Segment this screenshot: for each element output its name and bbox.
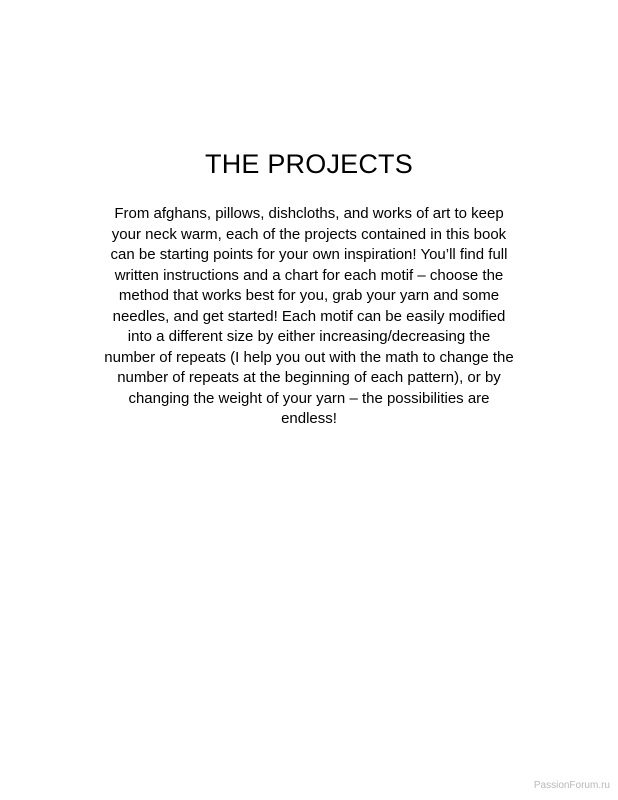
- body-line: number of repeats at the beginning of each pattern), or by: [117, 369, 501, 386]
- body-line: changing the weight of your yarn – the possibilities are: [128, 389, 490, 407]
- page-title: THE PROJECTS: [205, 149, 413, 179]
- body-line: endless!: [281, 410, 337, 427]
- body-line: From afghans, pillows, dishcloths, and works of art to keep: [114, 205, 504, 222]
- watermark: PassionForum.ru: [533, 780, 610, 791]
- body-line: number of repeats (I help you out with the math to change the: [104, 348, 514, 366]
- body-line: into a different size by either increasing/decreasing the: [127, 328, 491, 345]
- body-line: written instructions and a chart for each motif – choose the: [114, 266, 504, 284]
- body-paragraph: [60, 204, 558, 430]
- body-line: method that works best for you, grab your yarn and some: [118, 287, 500, 304]
- body-line: your neck warm, each of the projects contained in this book: [111, 225, 507, 243]
- body-line: needles, and get started! Each motif can be easily modified: [112, 307, 506, 325]
- body-line: can be starting points for your own inspiration! You’ll find full: [110, 246, 508, 263]
